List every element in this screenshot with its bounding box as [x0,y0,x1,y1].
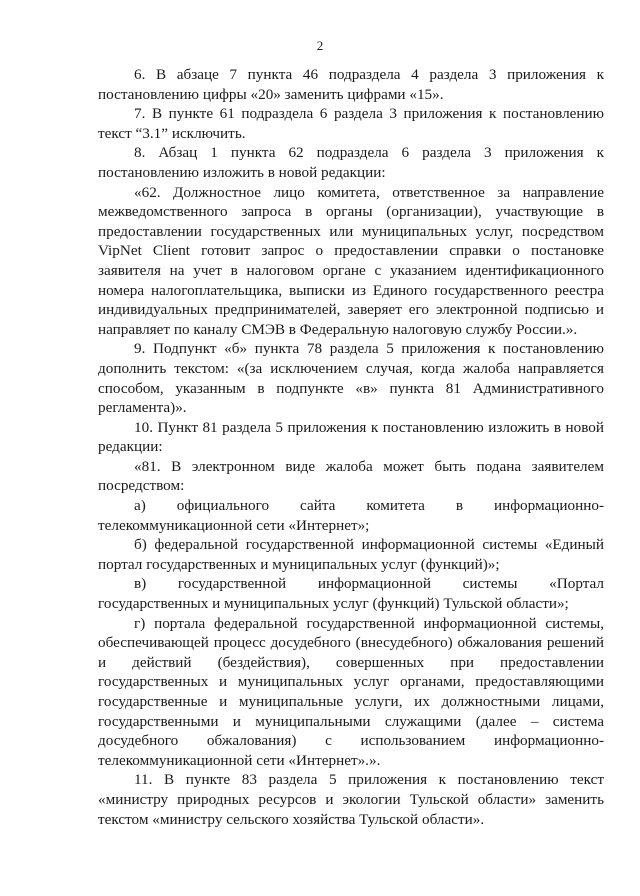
paragraph-9: 9. Подпункт «б» пункта 78 раздела 5 приложения к постановлению дополнить текстом: «(за исключением случая, когда жалоба направляется способом, указанным в подпункте «в» пункта 81 Административного регламента)». [98,340,604,417]
paragraph-8: 8. Абзац 1 пункта 62 подраздела 6 раздела 3 приложения к постановлению изложить в новой редакции: [98,144,604,181]
paragraph-11: 11. В пункте 83 раздела 5 приложения к постановлению текст «министру природных ресурсов и экологии Тульской области» заменить текстом «министру сельского хозяйства Тульской области». [98,771,604,828]
paragraph-62-text: «62. Должностное лицо комитета, ответственное за направление межведомственного запроса в органы (организации), участвующие в предоставлении государственных или муниципальных услуг, посредством VipNet Client готовит запрос о предоставлении справки о постановке заявителя на учет в налоговом органе с указанием идентификационного номера налогоплательщика, выписки из Единого государственного реестра индивидуальных предпринимателей, заверяет его электронной подписью и направляет по каналу СМЭВ в Федеральную налоговую службу России.». [98,183,604,338]
subitem-a: а) официального сайта комитета в информационно-телекоммуникационной сети «Интернет»; [98,497,604,534]
page-number: 2 [316,38,324,53]
paragraph-10: 10. Пункт 81 раздела 5 приложения к постановлению изложить в новой редакции: [98,418,604,456]
document-body [98,65,604,829]
paragraph-7: 7. В пункте 61 подраздела 6 раздела 3 приложения к постановлению текст “3.1” исключить. [98,105,604,142]
paragraph-81-intro: «81. В электронном виде жалоба может быть подана заявителем посредством: [98,457,604,495]
subitem-b: б) федеральной государственной информационной системы «Единый портал государственных и муниципальных услуг (функций)»; [98,536,604,573]
subitem-g: г) портала федеральной государственной информационной системы, обеспечивающей процесс досудебного (внесудебного) обжалования решений и действий (бездействия), совершенных при предоставлении государственных и муниципальных услуг органами, предоставляющими государственные и муниципальные услуги, их должностными лицами, государственными и муниципальными служащими (далее – система досудебного обжалования) с использованием информационно-телекоммуникационной сети «Интернет».». [98,614,604,769]
paragraph-6: 6. В абзаце 7 пункта 46 подраздела 4 раздела 3 приложения к постановлению цифры «20» заменить цифрами «15». [98,66,604,103]
subitem-v: в) государственной информационной системы «Портал государственных и муниципальных услуг (функций) Тульской области»; [98,575,604,613]
